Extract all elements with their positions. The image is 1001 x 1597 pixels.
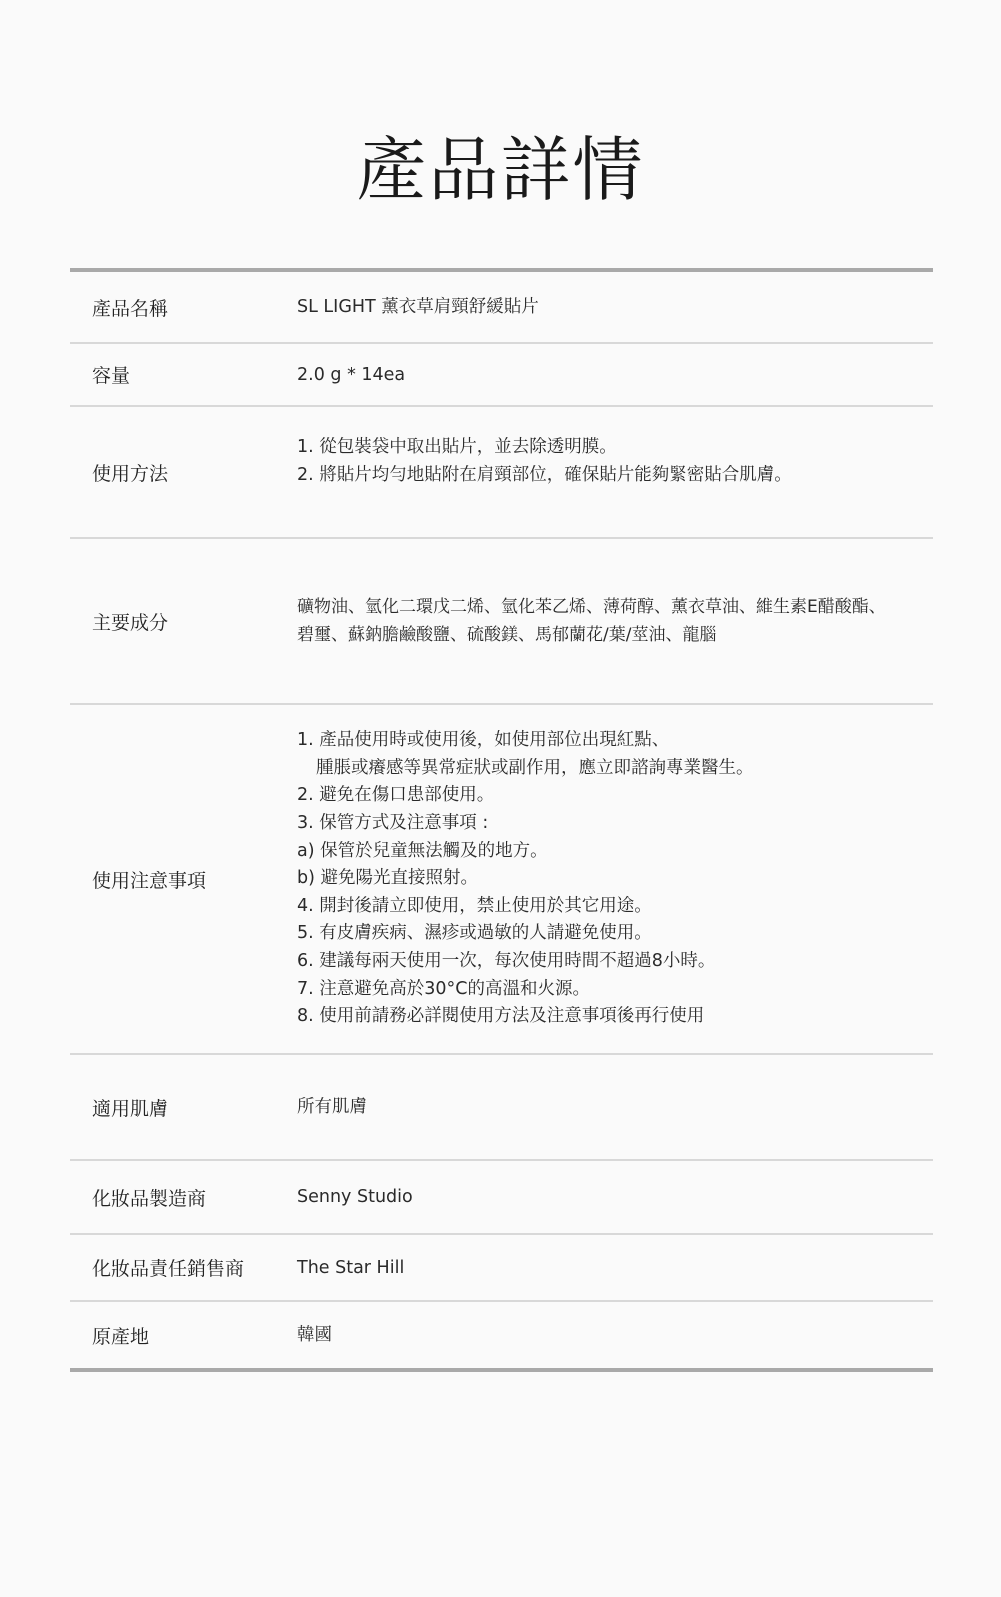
spec-value-line: a) 保管於兒童無法觸及的地方。: [297, 840, 548, 861]
product-spec-table: [70, 268, 933, 1372]
spec-value: [297, 593, 933, 649]
spec-row-skin-type: [70, 1055, 933, 1161]
spec-label: 原產地: [92, 1325, 150, 1348]
page-title: 產品詳情: [356, 129, 645, 211]
spec-value-line: 韓國: [297, 1325, 332, 1345]
spec-value-line: b) 避免陽光直接照射。: [297, 868, 478, 889]
spec-value-line: 8. 使用前請務必詳閱使用方法及注意事項後再行使用: [297, 1006, 705, 1027]
spec-row-product-name: [70, 272, 933, 344]
spec-value: [297, 1093, 933, 1121]
spec-label: 適用肌膚: [92, 1097, 169, 1120]
spec-value-line: Senny Studio: [297, 1187, 413, 1207]
spec-value-line: SL LIGHT 薰衣草肩頸舒緩貼片: [297, 297, 539, 317]
spec-value-line: 1. 從包裝袋中取出貼片，並去除透明膜。: [297, 437, 617, 457]
spec-value: [297, 727, 933, 1031]
spec-row-usage: [70, 407, 933, 539]
spec-value-line: 3. 保管方式及注意事項 :: [297, 813, 489, 834]
spec-row-distributor: [70, 1235, 933, 1302]
spec-row-cautions: [70, 705, 933, 1055]
spec-value-line: The Star Hill: [297, 1257, 405, 1278]
spec-value: [297, 361, 933, 389]
spec-label: 化妝品製造商: [92, 1187, 207, 1210]
spec-label: 化妝品責任銷售商: [92, 1258, 245, 1280]
spec-value-line: 1. 產品使用時或使用後，如使用部位出現紅點、: [297, 730, 670, 751]
spec-value: [297, 293, 933, 321]
spec-value-line: 7. 注意避免高於30°C的高溫和火源。: [297, 978, 590, 999]
spec-row-ingredients: [70, 539, 933, 705]
spec-label: 使用注意事項: [92, 869, 207, 892]
spec-value-line: 6. 建議每兩天使用一次，每次使用時間不超過8小時。: [297, 950, 716, 971]
spec-label: 主要成分: [92, 611, 169, 634]
spec-value-line: 4. 開封後請立即使用，禁止使用於其它用途。: [297, 895, 652, 916]
spec-row-volume: [70, 344, 933, 407]
spec-value-line: 礦物油、氫化二環戊二烯、氫化苯乙烯、薄荷醇、薰衣草油、維生素E醋酸酯、: [297, 597, 886, 617]
spec-value: [297, 1183, 933, 1211]
spec-value-line: 2. 避免在傷口患部使用。: [297, 785, 495, 806]
spec-value: [297, 1321, 933, 1349]
spec-value-line: 2.0 g * 14ea: [297, 364, 406, 385]
spec-row-manufacturer: [70, 1161, 933, 1235]
spec-value-line: 碧璽、蘇鈉膽鹼酸鹽、硫酸鎂、馬郁蘭花/葉/莖油、龍腦: [297, 625, 717, 645]
spec-label: 容量: [92, 365, 131, 387]
spec-value: [297, 433, 933, 489]
spec-row-origin: [70, 1302, 933, 1368]
spec-label: 產品名稱: [92, 297, 169, 320]
spec-label: 使用方法: [92, 462, 169, 485]
spec-value-line: 所有肌膚: [297, 1097, 367, 1117]
spec-value: [297, 1254, 933, 1282]
spec-value-line: 腫脹或癢感等異常症狀或副作用，應立即諮詢專業醫生。: [316, 757, 754, 778]
spec-value-line: 2. 將貼片均勻地貼附在肩頸部位，確保貼片能夠緊密貼合肌膚。: [297, 465, 792, 485]
spec-value-line: 5. 有皮膚疾病、濕疹或過敏的人請避免使用。: [297, 923, 652, 944]
